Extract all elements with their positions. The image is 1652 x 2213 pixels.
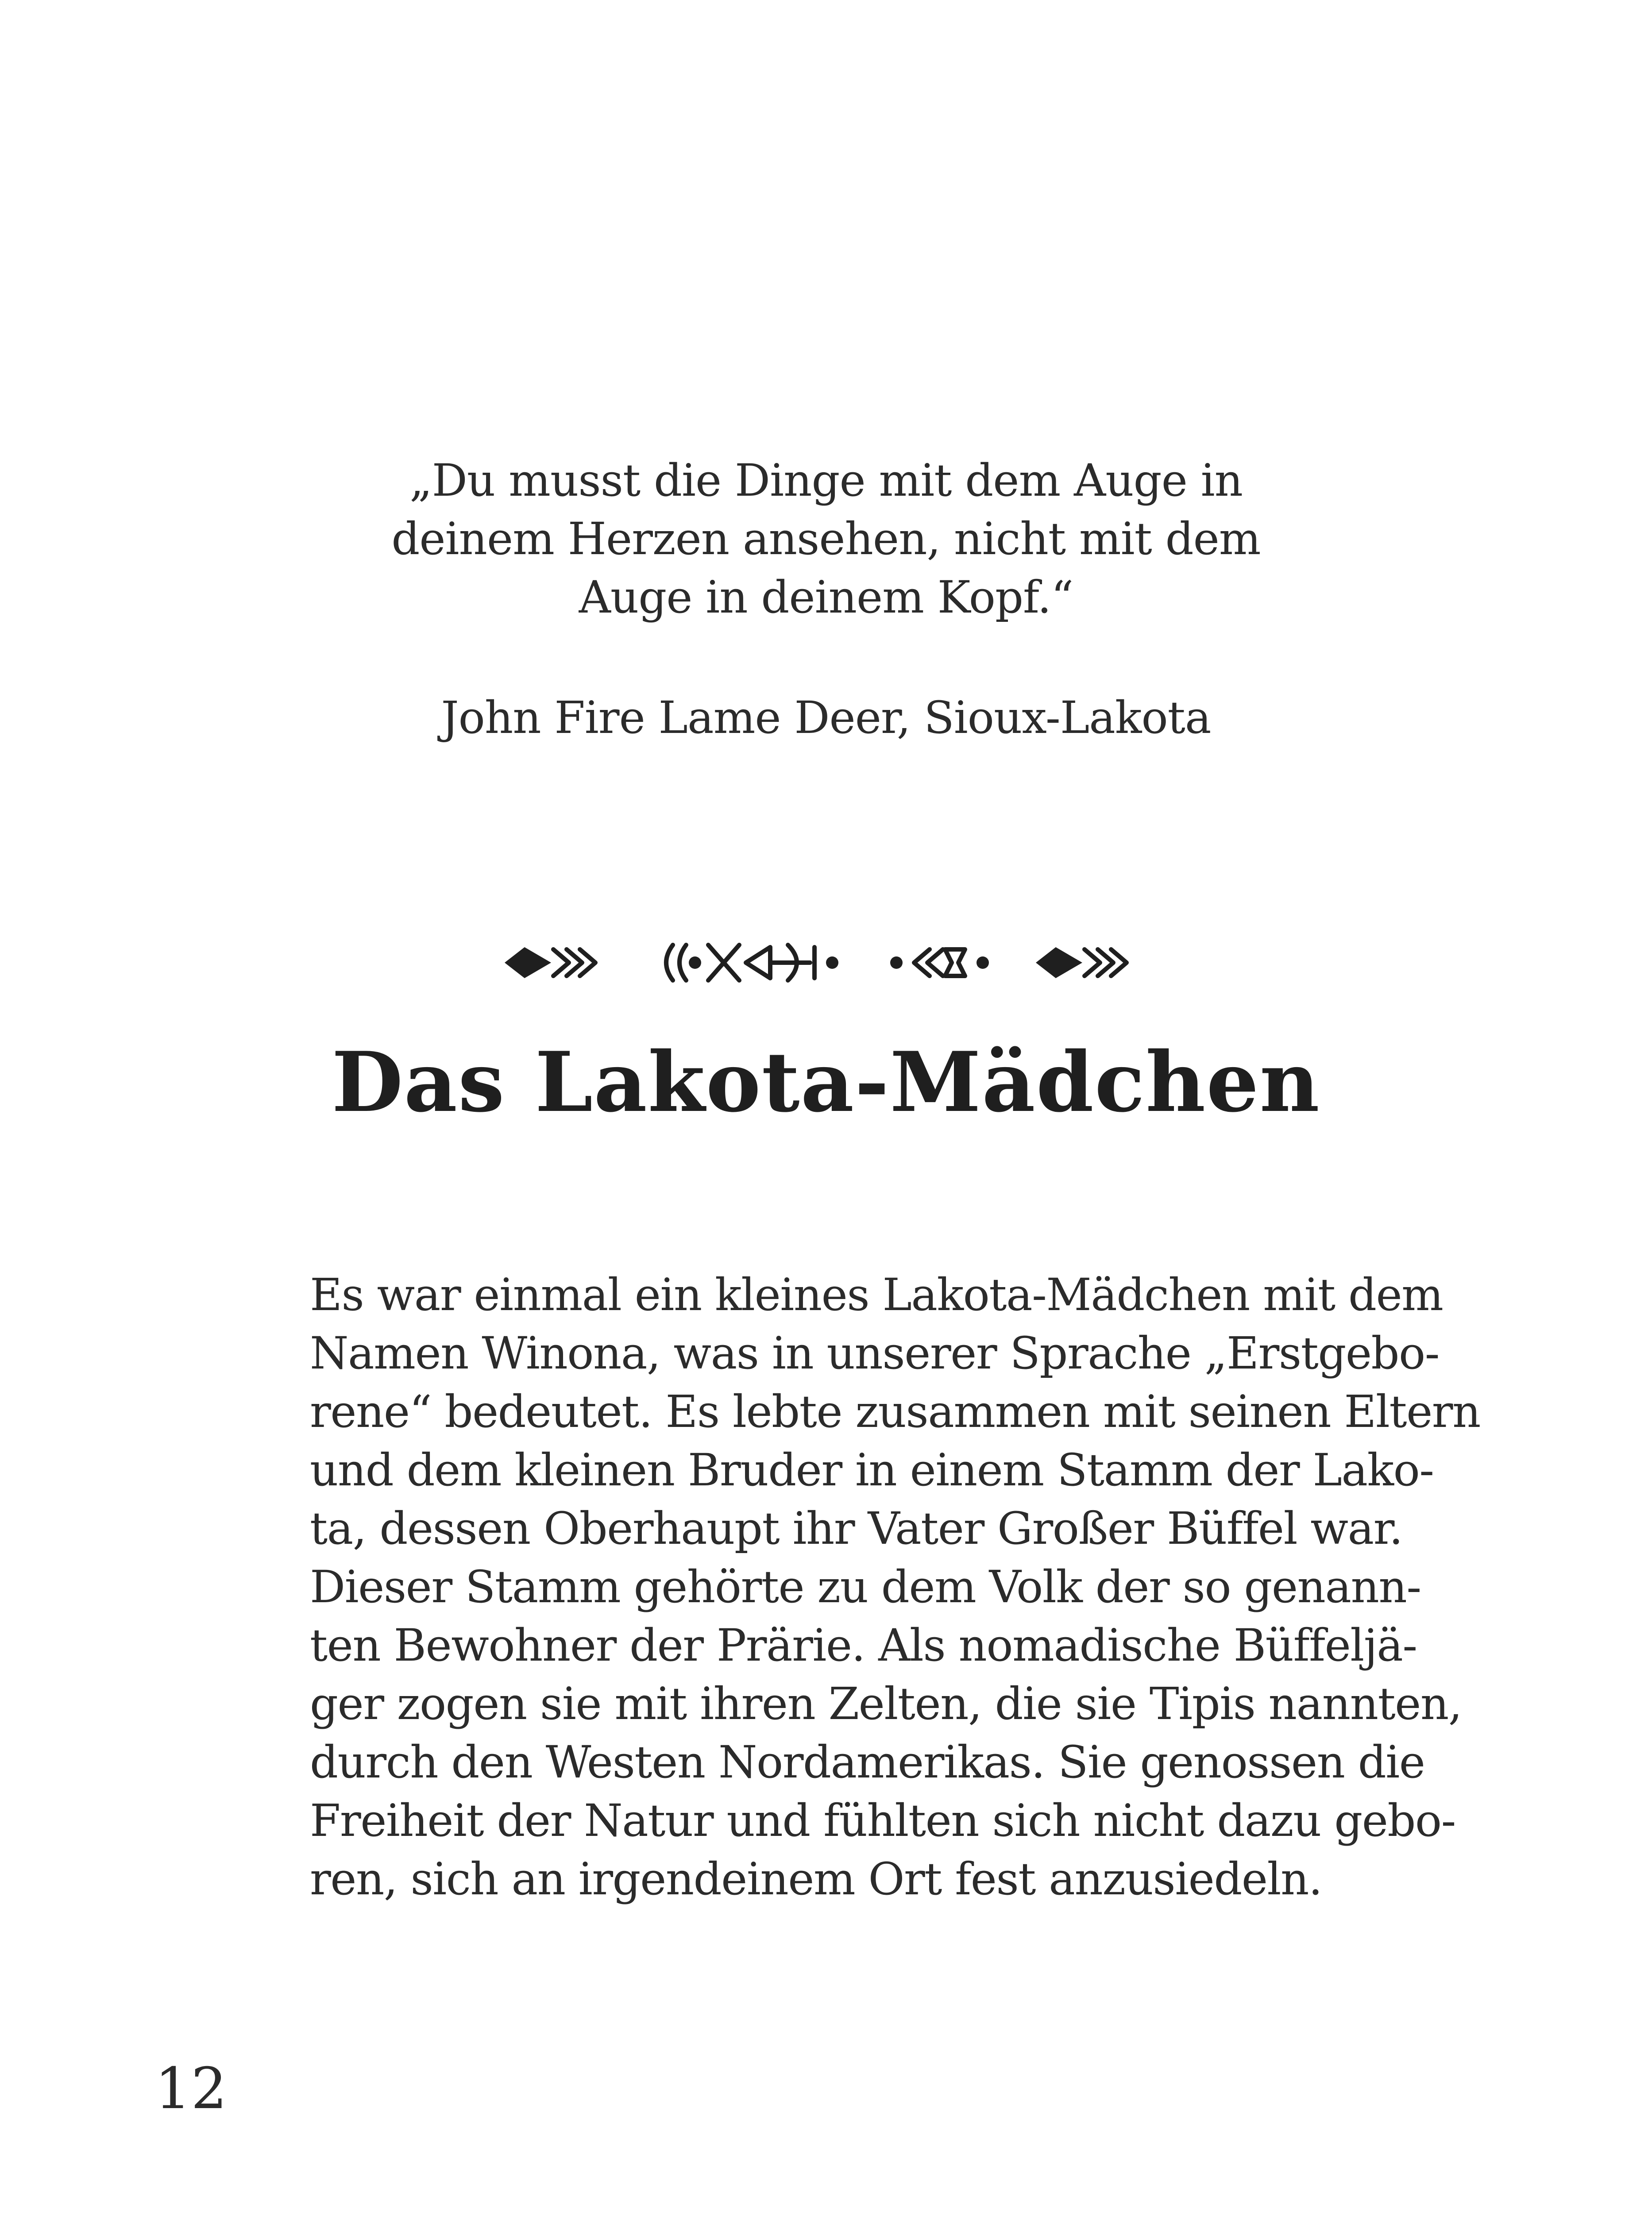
body-line: und dem kleinen Bruder in einem Stamm der Lako-	[310, 1444, 1434, 1496]
body-line: ten Bewohner der Prärie. Als nomadische Büffeljä-	[310, 1619, 1417, 1671]
body-line: Freiheit der Natur und fühlten sich nicht dazu gebo-	[310, 1795, 1455, 1847]
body-line: Namen Winona, was in unserer Sprache „Erstgebo-	[310, 1327, 1440, 1379]
body-line: ren, sich an irgendeinem Ort fest anzusiedeln.	[310, 1853, 1322, 1905]
body-line: Dieser Stamm gehörte zu dem Volk der so genann-	[310, 1561, 1421, 1613]
quote-attribution: John Fire Lame Deer, Sioux-Lakota	[441, 692, 1211, 744]
epigraph-quote	[0, 451, 1652, 627]
chapter-title: Das Lakota-Mädchen	[332, 1033, 1320, 1130]
quote-line: deinem Herzen ansehen, nicht mit dem	[391, 513, 1261, 565]
body-line: durch den Westen Nordamerikas. Sie genossen die	[310, 1736, 1425, 1788]
body-paragraph	[310, 1266, 1480, 1908]
body-line: ta, dessen Oberhaupt ihr Vater Großer Büffel war.	[310, 1503, 1403, 1554]
quote-line: Auge in deinem Kopf.“	[579, 571, 1073, 623]
quote-line: „Du musst die Dinge mit dem Auge in	[409, 455, 1243, 506]
native-pattern-ornament-icon	[505, 934, 1186, 991]
body-line: rene“ bedeutet. Es lebte zusammen mit seinen Eltern	[310, 1386, 1480, 1438]
body-line: ger zogen sie mit ihren Zelten, die sie Tipis nannten,	[310, 1678, 1462, 1730]
body-line: Es war einmal ein kleines Lakota-Mädchen mit dem	[310, 1269, 1443, 1321]
page-number: 12	[155, 2056, 227, 2122]
